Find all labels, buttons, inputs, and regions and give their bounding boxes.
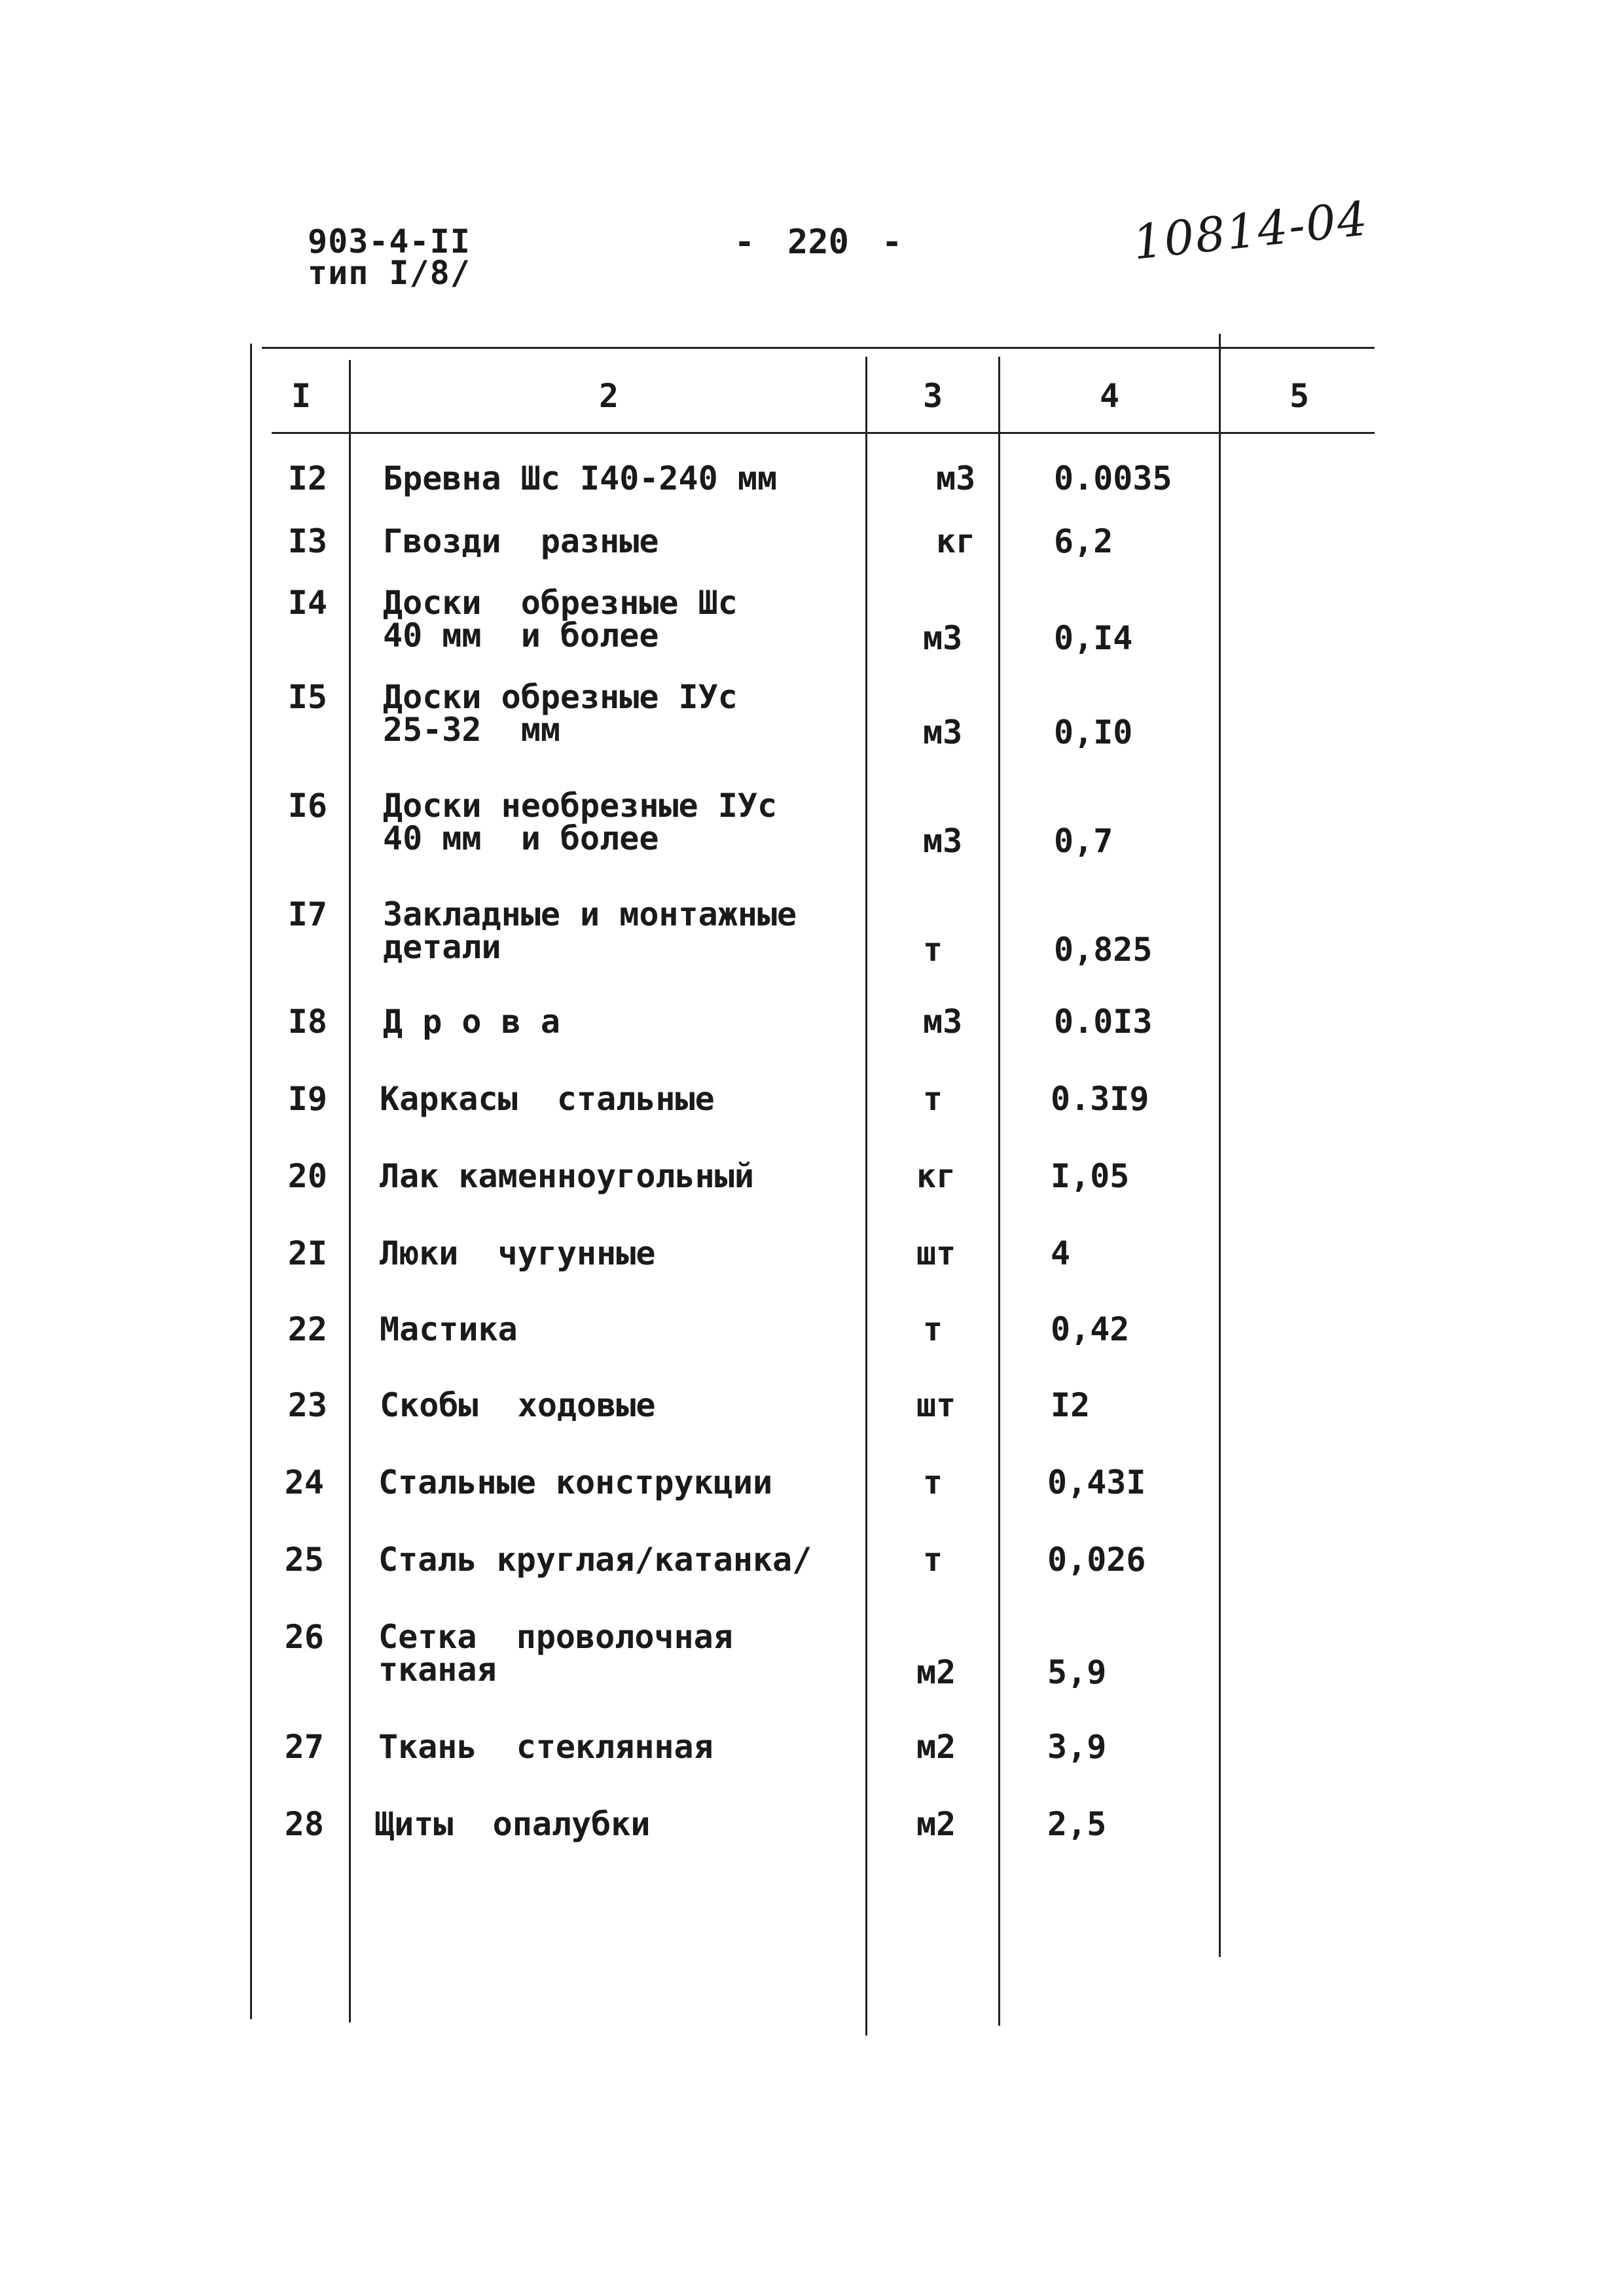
quantity: 0,43I [1047,1463,1146,1501]
row-number: I4 [287,584,327,622]
material-name-cont: 25-32 мм [383,711,560,749]
quantity: 0,42 [1051,1310,1130,1348]
row-number: I3 [287,522,327,560]
quantity: 0,I4 [1054,619,1133,657]
quantity: 0,825 [1054,931,1153,969]
unit: м2 [916,1728,956,1766]
unit: м2 [916,1805,956,1843]
unit: т [923,931,943,969]
col-header-1: I [291,377,312,415]
unit: т [923,1310,943,1348]
page-dash-left: - [734,223,755,262]
material-name: Закладные и монтажные [383,895,797,933]
unit: м3 [936,459,976,497]
col-header-3: 3 [922,377,943,415]
material-name: Доски необрезные IУс [383,787,778,825]
unit: т [923,1541,943,1579]
unit: кг [916,1157,956,1195]
material-name: Лак каменноугольный [380,1157,754,1195]
row-number: 24 [284,1463,324,1501]
quantity: 0,7 [1054,822,1113,860]
quantity: 6,2 [1054,522,1113,560]
material-name: Стальные конструкции [378,1463,773,1501]
material-name: Сетка проволочная [378,1618,733,1656]
quantity: 0.0035 [1054,459,1172,497]
row-number: 23 [287,1386,327,1424]
material-name: Скобы ходовые [380,1386,656,1424]
row-number: 28 [284,1805,324,1843]
row-number: I9 [287,1080,327,1118]
row-number: 2I [287,1234,327,1272]
material-name: Гвозди разные [383,522,659,560]
quantity: 0.3I9 [1051,1080,1149,1118]
table-top-rule [262,347,1375,349]
material-name: Каркасы стальные [380,1080,715,1118]
unit: т [923,1463,943,1501]
quantity: 0.0I3 [1054,1003,1153,1041]
table-header-rule [272,432,1375,434]
document-code-line2: тип I/8/ [308,254,471,292]
unit: т [923,1080,943,1118]
material-name-cont: тканая [378,1651,497,1689]
unit: кг [936,522,976,560]
quantity: I2 [1051,1386,1091,1424]
material-name: Сталь круглая/катанка/ [378,1541,812,1579]
material-name-cont: 40 мм и более [383,819,659,857]
quantity: 4 [1051,1234,1071,1272]
quantity: 5,9 [1047,1653,1107,1691]
page-number-block [674,223,962,262]
row-number: I5 [287,678,327,716]
unit: м3 [923,713,963,751]
material-name: Доски обрезные IУс [383,678,738,716]
row-number: I2 [287,459,327,497]
row-number: 20 [287,1157,327,1195]
row-number: 27 [284,1728,324,1766]
row-number: 22 [287,1310,327,1348]
material-name: Д р о в а [383,1003,560,1041]
quantity: I,05 [1051,1157,1130,1195]
material-name-cont: детали [383,928,501,966]
col-divider-3 [998,357,1000,2026]
material-name: Щиты опалубки [374,1805,651,1843]
col-header-4: 4 [1099,377,1120,415]
handwritten-reference: 10814-04 [1130,190,1371,270]
quantity: 3,9 [1047,1728,1107,1766]
col-divider-4 [1219,334,1221,1957]
page-dash-right: - [881,223,903,262]
row-number: 26 [284,1618,324,1656]
col-header-2: 2 [598,377,619,415]
page-number: 220 [787,223,849,262]
unit: м2 [916,1653,956,1691]
material-name: Ткань стеклянная [378,1728,713,1766]
material-name: Бревна Шс I40-240 мм [383,459,778,497]
material-name-cont: 40 мм и более [383,617,659,655]
col-divider-2 [865,357,867,2036]
quantity: 0,I0 [1054,713,1133,751]
material-name: Доски обрезные Шс [383,584,738,622]
col-header-5: 5 [1289,377,1310,415]
unit: шт [916,1234,956,1272]
unit: м3 [923,1003,963,1041]
col-divider-1 [349,360,351,2022]
quantity: 0,026 [1047,1541,1146,1579]
document-code-line1: 903-4-II [308,223,471,260]
material-name: Люки чугунные [380,1234,656,1272]
quantity: 2,5 [1047,1805,1107,1843]
document-code [308,223,471,292]
unit: шт [916,1386,956,1424]
row-number: I8 [287,1003,327,1041]
unit: м3 [923,822,963,860]
material-name: Мастика [380,1310,518,1348]
row-number: I7 [287,895,327,933]
row-number: I6 [287,787,327,825]
row-number: 25 [284,1541,324,1579]
unit: м3 [923,619,963,657]
